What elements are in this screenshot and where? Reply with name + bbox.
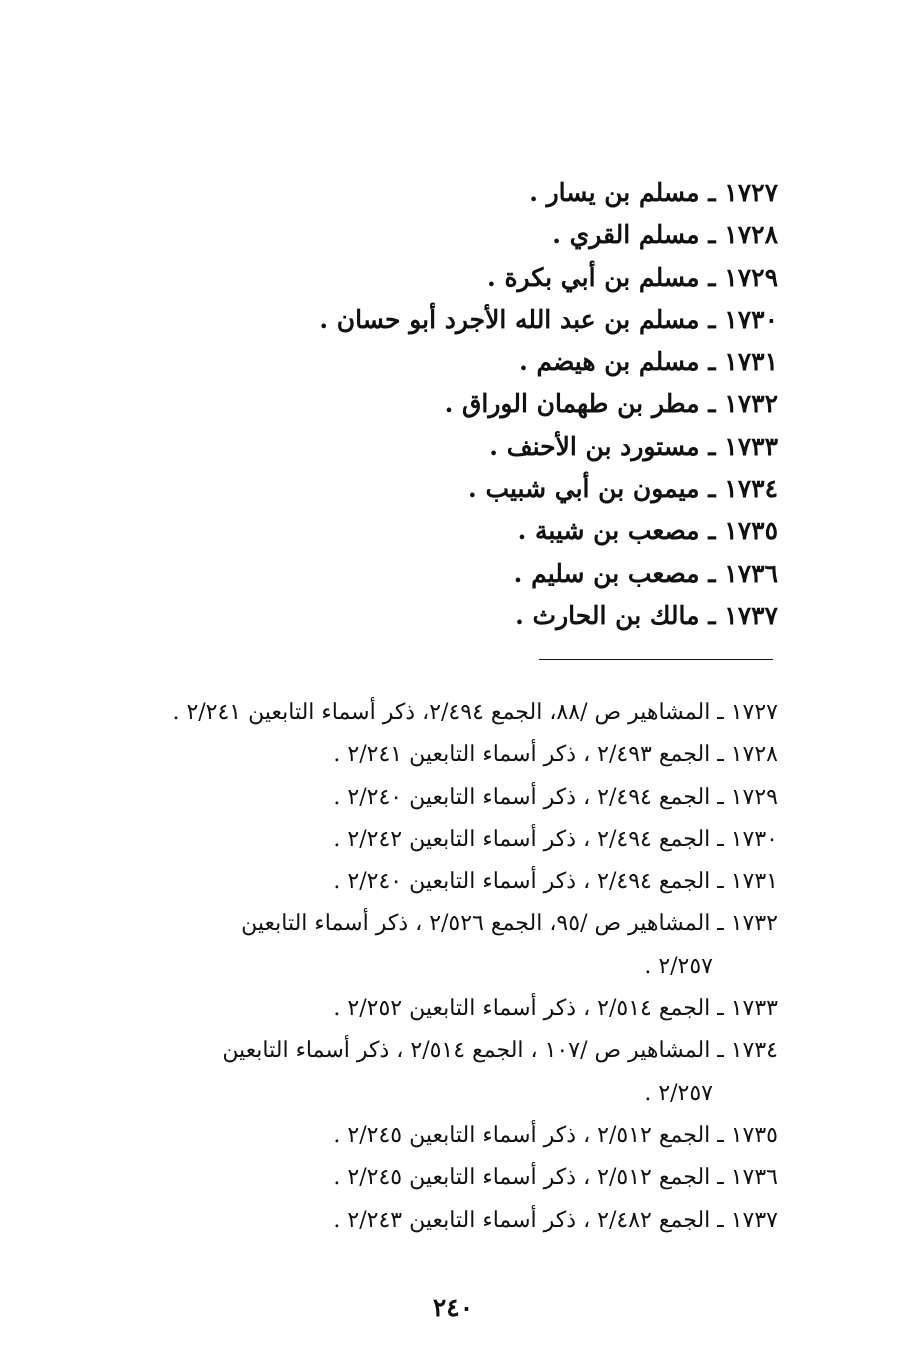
footnote-text: ١٧٢٩ ـ الجمع ٢/٤٩٤ ، ذكر أسماء التابعين ٢/٢٤٠ .: [333, 784, 778, 810]
page-number: ٢٤٠: [432, 1293, 474, 1322]
footnote: [88, 1115, 778, 1157]
footnote-text: ١٧٣٥ ـ الجمع ٢/٥١٢ ، ذكر أسماء التابعين ٢/٢٤٥ .: [333, 1122, 778, 1148]
footnote-text: ١٧٢٧ ـ المشاهير ص /٨٨، الجمع ٢/٤٩٤، ذكر أسماء التابعين ٢/٢٤١ .: [172, 700, 778, 725]
narrator-entry: ١٧٣٢ ـ مطر بن طهمان الوراق .: [444, 389, 778, 419]
footnote-text: ١٧٢٨ ـ الجمع ٢/٤٩٣ ، ذكر أسماء التابعين ٢/٢٤١ .: [333, 742, 778, 768]
footnote: [88, 861, 778, 903]
footnote-text: ١٧٣٢ ـ المشاهير ص /٩٥، الجمع ٢/٥٢٦ ، ذكر أسماء التابعين: [241, 911, 778, 937]
footnotes-list: [88, 692, 778, 1242]
footnote: [88, 1157, 778, 1199]
footnote: [88, 734, 778, 776]
narrator-entry: ١٧٣٦ ـ مصعب بن سليم .: [513, 558, 778, 588]
narrator-entry: ١٧٢٧ ـ مسلم بن يسار .: [529, 178, 778, 207]
footnote-text: ١٧٣١ ـ الجمع ٢/٤٩٤ ، ذكر أسماء التابعين ٢/٢٤٠ .: [333, 869, 778, 895]
footnote: [88, 692, 778, 734]
narrator-list: [218, 172, 778, 637]
footnote-continuation: ٢/٢٥٧ .: [644, 1080, 713, 1106]
footnote: [88, 988, 778, 1030]
footnote-continuation: ٢/٢٥٧ .: [644, 953, 713, 979]
footnote: [88, 1030, 778, 1115]
footnote-divider: [539, 659, 773, 660]
footnote: [88, 777, 778, 819]
narrator-entry: ١٧٣١ ـ مسلم بن هيضم .: [519, 347, 778, 377]
narrator-entry: ١٧٣٤ ـ ميمون بن أبي شبيب .: [468, 474, 778, 504]
narrator-entry: ١٧٢٩ ـ مسلم بن أبي بكرة .: [487, 262, 778, 292]
narrator-entry: ١٧٣٥ ـ مصعب بن شيبة .: [517, 516, 778, 546]
footnote-text: ١٧٣٧ ـ الجمع ٢/٤٨٢ ، ذكر أسماء التابعين ٢/٢٤٣ .: [333, 1207, 778, 1233]
footnote: [88, 903, 778, 988]
footnote-text: ١٧٣٣ ـ الجمع ٢/٥١٤ ، ذكر أسماء التابعين ٢/٢٥٢ .: [333, 996, 778, 1022]
footnote: [88, 819, 778, 861]
footnote-text: ١٧٣٤ ـ المشاهير ص /١٠٧ ، الجمع ٢/٥١٤ ، ذكر أسماء التابعين: [222, 1038, 778, 1064]
footnote-text: ١٧٣٦ ـ الجمع ٢/٥١٢ ، ذكر أسماء التابعين ٢/٢٤٥ .: [333, 1165, 778, 1191]
narrator-entry: ١٧٣٧ ـ مالك بن الحارث .: [515, 600, 778, 630]
narrator-entry: ١٧٢٨ ـ مسلم القري .: [552, 220, 778, 250]
footnote: [88, 1200, 778, 1242]
narrator-entry: ١٧٣٣ ـ مستورد بن الأحنف .: [489, 431, 778, 461]
footnote-text: ١٧٣٠ ـ الجمع ٢/٤٩٤ ، ذكر أسماء التابعين ٢/٢٤٢ .: [333, 826, 778, 852]
narrator-entry: ١٧٣٠ ـ مسلم بن عبد الله الأجرد أبو حسان .: [319, 304, 778, 334]
